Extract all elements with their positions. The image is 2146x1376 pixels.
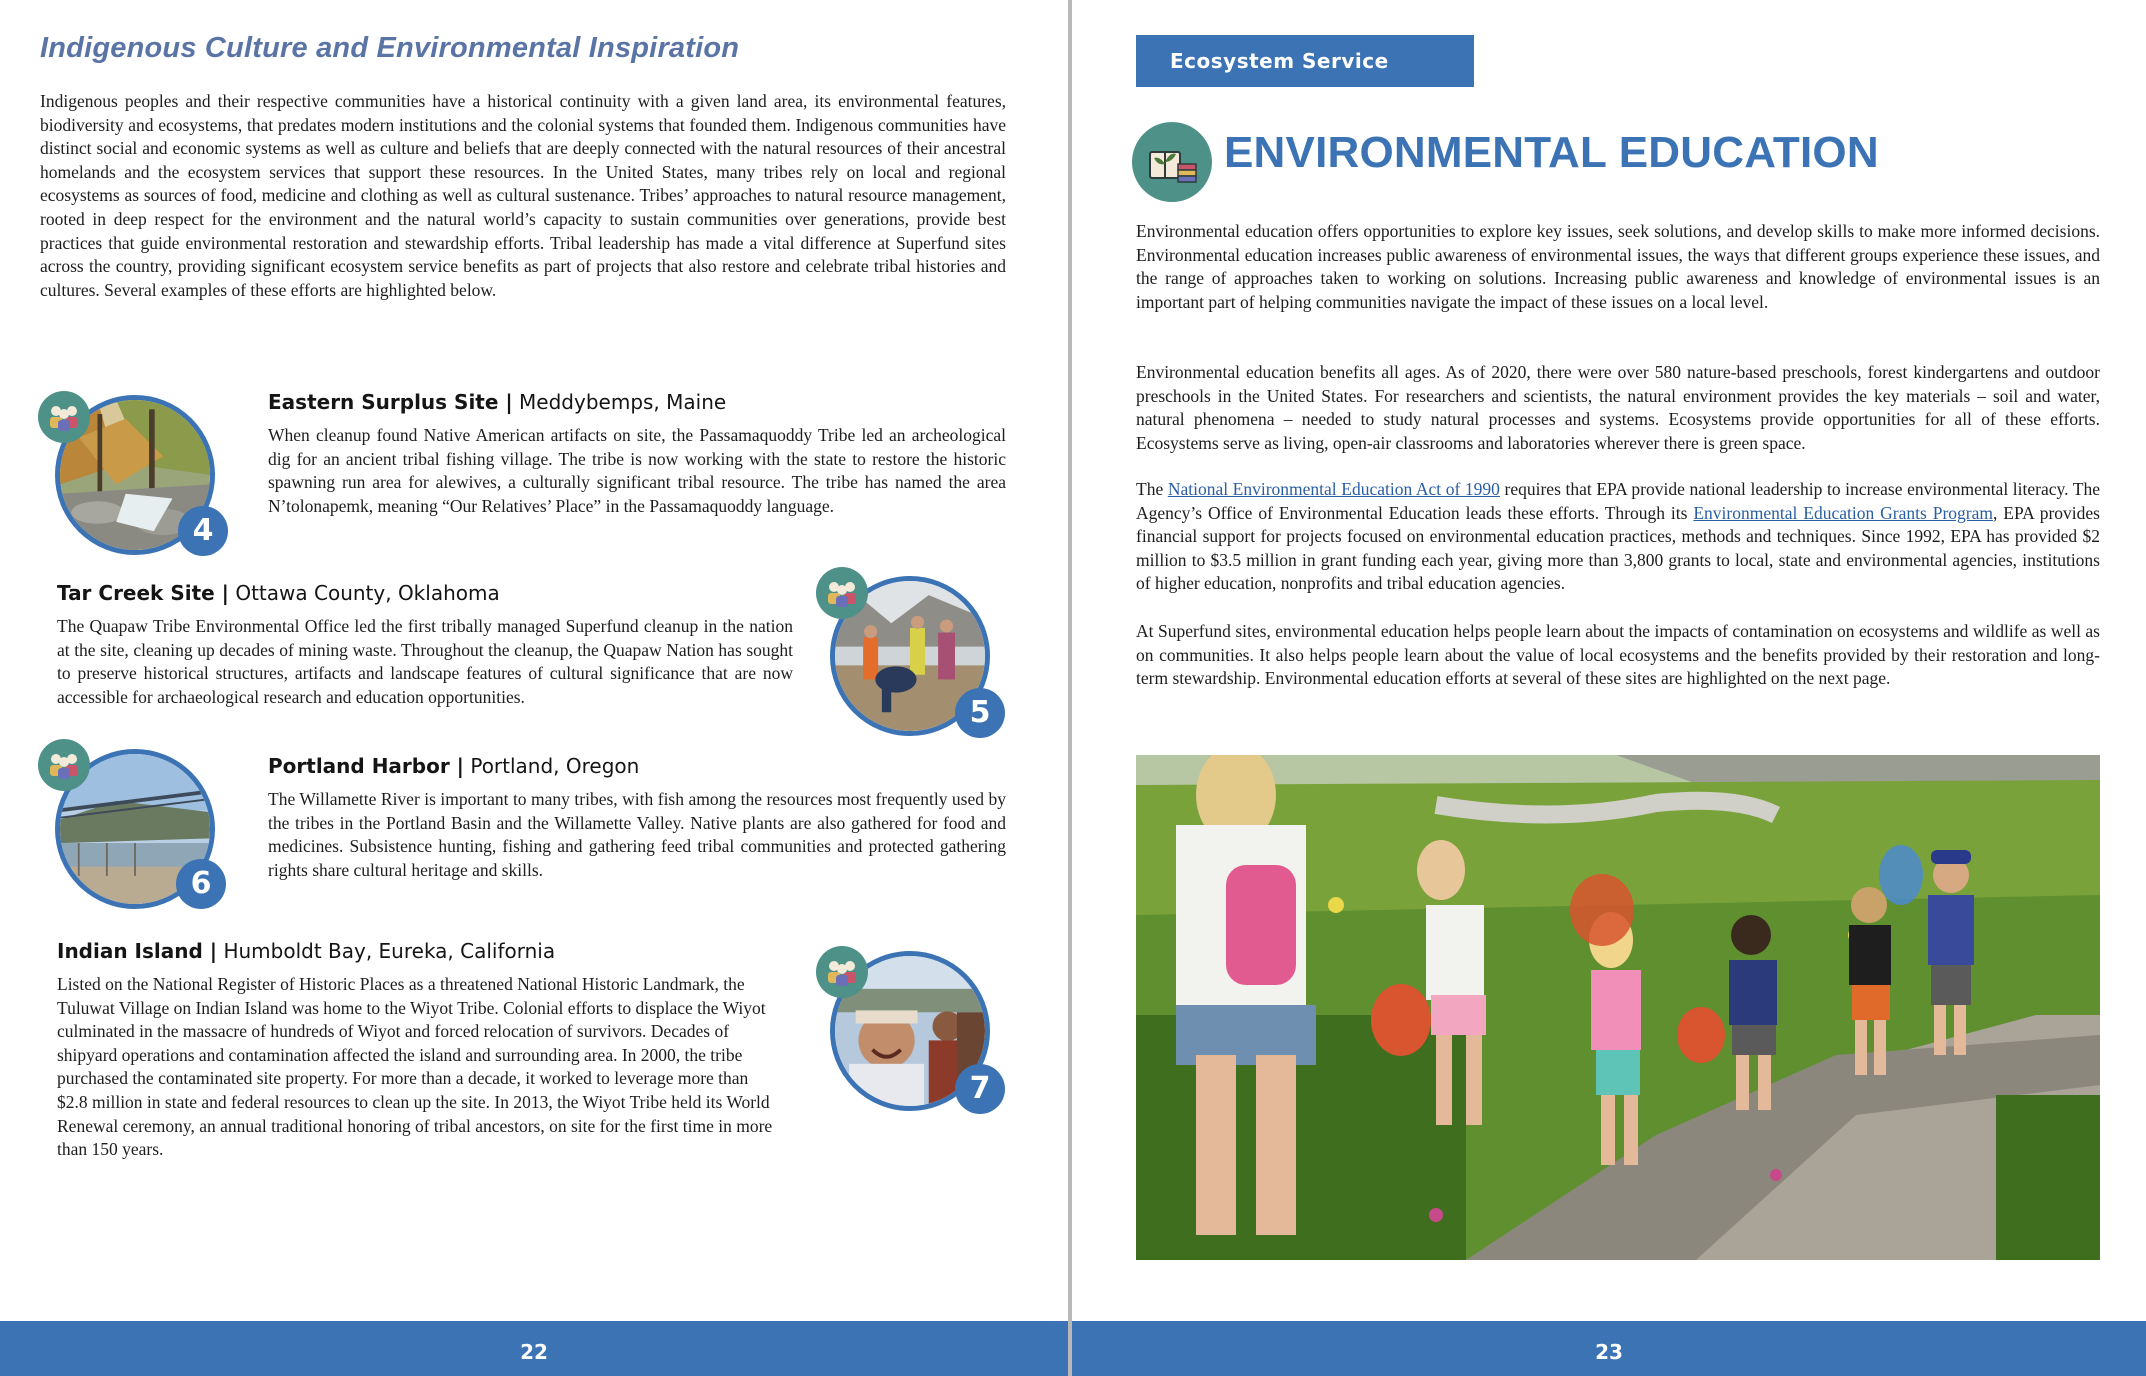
site-description: Listed on the National Register of Historic Places as a threatened National Historic Landmark, the Tuluwat Village on Indian Island was home to the Wiyot Tribe. Colonial efforts to displace the Wiyot culminated in the massacre of hundreds of Wiyot and forced relocation of survivors. Decades of shipyard operations and contamination affected the island and surrounding area. In 2000, the tribe purchased the contaminated site property. For more than a decade, it worked to leverage more than $2.8 million in state and federal resources to clean up the site. In 2013, the Wiyot Tribe held its World Renewal ceremony, an annual traditional honoring of tribal ancestors, on site for the first time in more than 150 years. xyxy=(57,974,773,1160)
site-number-badge: 4 xyxy=(178,506,228,556)
people-group-icon xyxy=(816,946,868,998)
site-description: The Quapaw Tribe Environmental Office led the first tribally managed Superfund cleanup in the nation at the site, cleaning up decades of mining waste. Throughout the cleanup, the Quapaw Nation has sought to preserve historical structures, artifacts and landscape features of cultural significance that are now accessible for archaeological research and education opportunities. xyxy=(57,616,793,707)
site-tar-creek xyxy=(57,581,793,709)
site-eastern-surplus xyxy=(268,390,1006,518)
section-tag: Ecosystem Service xyxy=(1136,35,1474,87)
site-location: Meddybemps, Maine xyxy=(519,390,727,414)
left-page xyxy=(0,0,1068,1376)
site-number-badge: 5 xyxy=(955,688,1005,738)
education-act-link[interactable]: National Environmental Education Act of 1990 xyxy=(1167,479,1500,499)
site-indian-island xyxy=(57,939,783,1162)
site-name: Eastern Surplus Site | xyxy=(268,390,513,414)
paragraph-act xyxy=(1136,478,2100,596)
left-page-footer xyxy=(0,1321,1068,1376)
site-description: The Willamette River is important to many tribes, with fish among the resources most frequently used by the tribes in the Portland Basin and the Willamette Valley. Native plants are also gathered for food and medicines. Subsistence hunting, fishing and gathering feed tribal communities and protected gathering rights share cultural heritage and skills. xyxy=(268,789,1006,880)
right-page-footer xyxy=(1072,1321,2146,1376)
paragraph-act-prefix: The xyxy=(1136,479,1168,499)
people-group-icon xyxy=(38,391,90,443)
paragraph-intro: Environmental education offers opportunities to explore key issues, seek solutions, and develop skills to make more informed decisions. Environmental education increases public awareness of environmental issues, the ways that different groups experience these issues, and the range of approaches taken to working on solutions. Increasing public awareness and knowledge of environmental issues is an important part of helping communities navigate the impact of these issues on a local level. xyxy=(1136,221,2100,312)
left-page-intro: Indigenous peoples and their respective communities have a historical continuity with a given land area, its environmental features, biodiversity and ecosystems, that predates modern institutions and the colonial systems that founded them. Indigenous communities have distinct social and economic systems as well as culture and beliefs that are deeply connected with the natural resources of their ancestral homelands and the ecosystem services that support these resources. In the United States, many tribes rely on local and regional ecosystems as sources of food, medicine and clothing as well as cultural sustenance. Tribes’ approaches to natural resource management, rooted in deep respect for the environment and the natural world’s capacity to sustain communities over generations, provide best practices that guide environmental restoration and stewardship efforts. Tribal leadership has made a vital difference at Superfund sites across the country, providing significant ecosystem service benefits as part of projects that also restore and celebrate tribal histories and cultures. Several examples of these efforts are highlighted below. xyxy=(40,91,1006,300)
site-heading xyxy=(57,939,783,963)
site-number-badge: 6 xyxy=(176,859,226,909)
left-page-title: Indigenous Culture and Environmental Inspiration xyxy=(40,32,740,64)
site-heading xyxy=(268,754,1006,778)
page-number: 22 xyxy=(520,1340,548,1364)
paragraph-superfund: At Superfund sites, environmental education helps people learn about the impacts of contamination on ecosystems and wildlife as well as on communities. It also helps people learn about the value of local ecosystems and the benefits provided by their restoration and long-term stewardship. Environmental education efforts at several of these sites are highlighted on the next page. xyxy=(1136,621,2100,689)
site-heading xyxy=(57,581,793,605)
site-name: Portland Harbor | xyxy=(268,754,464,778)
people-group-icon xyxy=(816,567,868,619)
page-title: ENVIRONMENTAL EDUCATION xyxy=(1224,128,1879,177)
page-number: 23 xyxy=(1595,1340,1623,1364)
site-number-badge: 7 xyxy=(955,1064,1005,1114)
paragraph-act-suffix: , EPA provides financial support for projects focused on environmental education practices, methods and techniques. Since 1992, EPA has provided $2 million to $3.5 million in grant funding each year, giving more than 3,800 grants to local, state and environmental agencies, institutions of higher education, nonprofits and tribal education agencies. xyxy=(1136,502,2100,594)
site-location: Humboldt Bay, Eureka, California xyxy=(223,939,556,963)
site-heading xyxy=(268,390,1006,414)
site-location: Ottawa County, Oklahoma xyxy=(235,581,500,605)
site-portland-harbor xyxy=(268,754,1006,882)
grants-program-link[interactable]: Environmental Education Grants Program xyxy=(1693,502,1993,523)
paragraph-ages: Environmental education benefits all ages. As of 2020, there were over 580 nature-based preschools, forest kindergartens and outdoor preschools in the United States. For researchers and scientists, the natural environment provides the key materials – soil and water, natural phenomena – needed to study natural processes and systems. Ecosystems provide opportunities for all of these efforts. Ecosystems serve as living, open-air classrooms and laboratories wherever there is green space. xyxy=(1136,362,2100,453)
books-plant-icon xyxy=(1132,122,1212,202)
site-location: Portland, Oregon xyxy=(470,754,640,778)
site-name: Indian Island | xyxy=(57,939,218,963)
site-name: Tar Creek Site | xyxy=(57,581,229,605)
people-group-icon xyxy=(38,739,90,791)
children-field-photo xyxy=(1136,755,2100,1260)
site-description: When cleanup found Native American artifacts on site, the Passamaquoddy Tribe led an archeological dig for an ancient tribal fishing village. The tribe is now working with the state to restore the historic spawning run area for alewives, a culturally significant tribal resource. The tribe has named the area N’tolonapemk, meaning “Our Relatives’ Place” in the Passamaquoddy language. xyxy=(268,425,1006,516)
paragraph-act-middle: requires that EPA provide national leadership to increase environmental literacy. The Agency’s Office of Environmental Education leads these efforts. Through its xyxy=(1136,479,2100,523)
right-page xyxy=(1072,0,2146,1376)
